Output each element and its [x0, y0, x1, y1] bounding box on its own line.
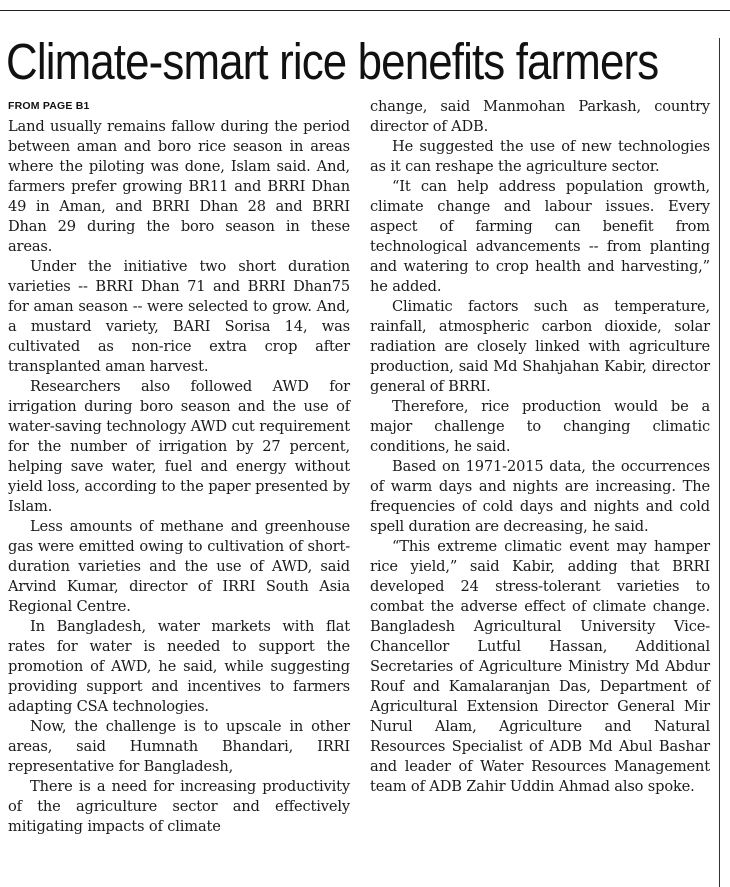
paragraph: Land usually remains fallow during the period between aman and boro rice season in areas where the piloting was done, Islam said. And, farmers prefer growing BR11 and BRRI Dhan 49 in Aman, and BRRI Dhan 28 and BRRI Dhan 29 during the boro season in these areas.: [8, 118, 350, 255]
paragraph: Climatic factors such as temperature, rainfall, atmospheric carbon dioxide, solar radiation are closely linked with agriculture production, said Md Shahjahan Kabir, director general of BRRI.: [370, 298, 710, 395]
paragraph-continued: change, said Manmohan Parkash, country director of ADB.: [370, 98, 710, 135]
article-headline: Climate-smart rice benefits farmers: [6, 33, 659, 90]
article-column-2: [370, 97, 710, 797]
paragraph: Therefore, rice production would be a major challenge to changing climatic conditions, he said.: [370, 398, 710, 455]
paragraph: Researchers also followed AWD for irrigation during boro season and the use of water-saving technology AWD cut requirement for the number of irrigation by 27 percent, helping save water, fuel and energy without yield loss, according to the paper presented by Islam.: [8, 378, 350, 515]
paragraph: Under the initiative two short duration varieties -- BRRI Dhan 71 and BRRI Dhan75 for aman season -- were selected to grow. And, a mustard variety, BARI Sorisa 14, was cultivated as non-rice extra crop after transplanted aman harvest.: [8, 258, 350, 375]
paragraph: Less amounts of methane and greenhouse gas were emitted owing to cultivation of short-duration varieties and the use of AWD, said Arvind Kumar, director of IRRI South Asia Regional Centre.: [8, 518, 350, 615]
article-column-1: [8, 117, 350, 837]
page-reference-kicker: FROM PAGE B1: [8, 100, 90, 112]
paragraph: Based on 1971-2015 data, the occurrences of warm days and nights are increasing. The frequencies of cold days and nights and cold spell duration are decreasing, he said.: [370, 458, 710, 535]
paragraph: There is a need for increasing productivity of the agriculture sector and effectively mitigating impacts of climate: [8, 778, 350, 835]
paragraph: “This extreme climatic event may hamper rice yield,” said Kabir, adding that BRRI developed 24 stress-tolerant varieties to combat the adverse effect of climate change. Bangladesh Agricultural University Vice-Chancellor Lutful Hassan, Additional Secretaries of Agriculture Ministry Md Abdur Rouf and Kamalaranjan Das, Department of Agricultural Extension Director General Mir Nurul Alam, Agriculture and Natural Resources Specialist of ADB Md Abul Bashar and leader of Water Resources Management team of ADB Zahir Uddin Ahmad also spoke.: [370, 538, 710, 795]
paragraph: Now, the challenge is to upscale in other areas, said Humnath Bhandari, IRRI representative for Bangladesh,: [8, 718, 350, 775]
top-rule: [0, 10, 730, 11]
paragraph: In Bangladesh, water markets with flat rates for water is needed to support the promotion of AWD, he said, while suggesting providing support and incentives to farmers adapting CSA technologies.: [8, 618, 350, 715]
paragraph: He suggested the use of new technologies as it can reshape the agriculture sector.: [370, 138, 710, 175]
paragraph: “It can help address population growth, climate change and labour issues. Every aspect of farming can benefit from technological advancements -- from planting and watering to crop health and harvesting,” he added.: [370, 178, 710, 295]
column-side-rule: [719, 38, 720, 887]
